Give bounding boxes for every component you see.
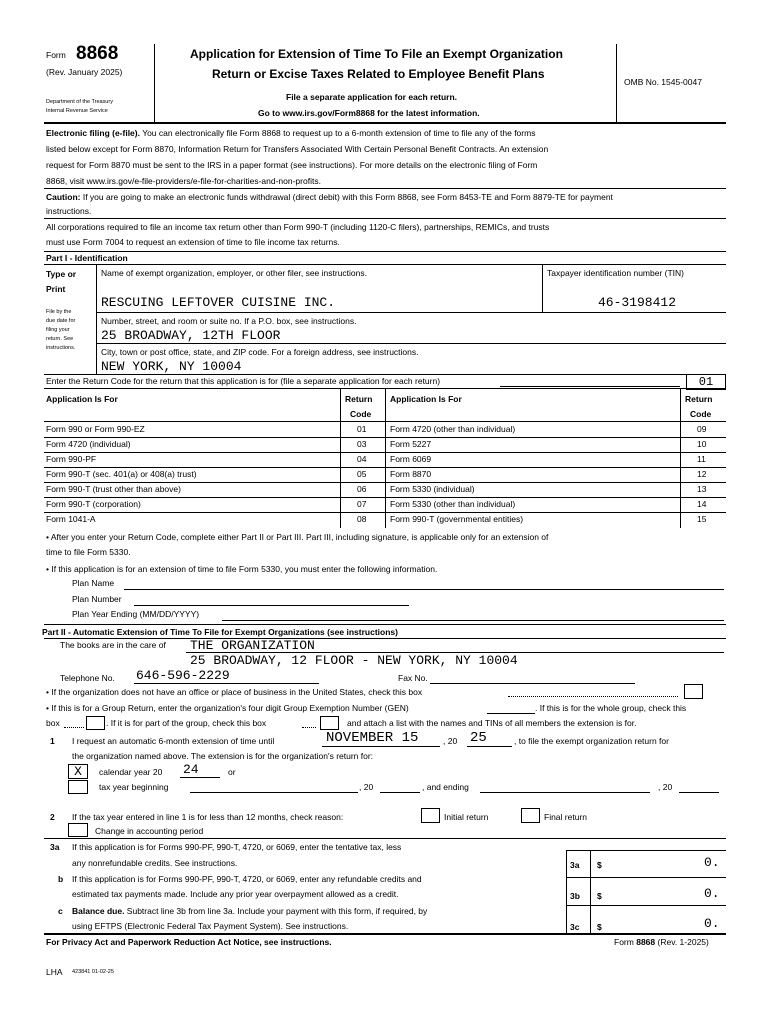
- tax-end-year-field[interactable]: [679, 792, 719, 793]
- code-table-code-right: 09: [697, 424, 707, 434]
- app-is-for-header-left: Application Is For: [46, 394, 118, 404]
- line3b-number: b: [58, 874, 64, 884]
- org-name-field[interactable]: RESCUING LEFTOVER CUISINE INC.: [101, 295, 336, 310]
- tax-begin-year-field[interactable]: [380, 792, 420, 793]
- calendar-year-label: calendar year 20: [99, 767, 163, 777]
- line3a-text-2: any nonrefundable credits. See instructions.: [72, 858, 238, 868]
- form-code: 423841 01-02-25: [72, 969, 114, 975]
- code-table-form-left: Form 990 or Form 990-EZ: [46, 424, 145, 434]
- city-field[interactable]: NEW YORK, NY 10004: [101, 359, 242, 374]
- file-note-line: File by the: [46, 309, 72, 315]
- line3b-box-label: 3b: [570, 891, 580, 901]
- line3c-number: c: [58, 906, 63, 916]
- line3a-number: 3a: [50, 842, 60, 852]
- line1-text: I request an automatic 6-month extension of time until: [72, 736, 275, 746]
- change-period-checkbox[interactable]: [68, 823, 88, 837]
- code-table-form-right: Form 8870: [390, 469, 432, 479]
- change-period-label: Change in accounting period: [95, 826, 204, 836]
- line3c-text-2: using EFTPS (Electronic Federal Tax Payment System). See instructions.: [72, 921, 349, 931]
- tax-end-field[interactable]: [480, 792, 650, 793]
- gen-field[interactable]: [487, 713, 535, 714]
- books-care-name[interactable]: THE ORGANIZATION: [190, 638, 315, 653]
- privacy-notice: For Privacy Act and Paperwork Reduction Act Notice, see instructions.: [46, 937, 332, 947]
- line3a-text: If this application is for Forms 990-PF, 990-T, 4720, or 6069, enter the tentative tax, less: [72, 842, 402, 852]
- efile-text: You can electronically file Form 8868 to request up to a 6-month extension of time to file any of the forms: [139, 128, 536, 138]
- line2-number: 2: [50, 812, 55, 822]
- code-table-code-left: 04: [357, 454, 367, 464]
- code-table-form-right: Form 6069: [390, 454, 432, 464]
- form-title-line2: Return or Excise Taxes Related to Employee Benefit Plans: [212, 67, 545, 81]
- tax-year-label: tax year beginning: [99, 782, 169, 792]
- revision-date: (Rev. January 2025): [46, 67, 123, 77]
- plan-name-field[interactable]: [124, 589, 724, 590]
- line3b-amount[interactable]: 0.: [704, 886, 720, 901]
- return-code-field[interactable]: 01: [686, 374, 726, 390]
- code-table-form-left: Form 990-T (trust other than above): [46, 484, 181, 494]
- form-title-line1: Application for Extension of Time To File an Exempt Organization: [190, 47, 563, 61]
- separate-application-note: File a separate application for each return.: [286, 92, 457, 102]
- dollar-sign: $: [597, 891, 602, 901]
- return-code-label: Enter the Return Code for the return that this application is for (file a separate application for each return): [46, 376, 441, 386]
- fax-field[interactable]: [430, 683, 635, 684]
- table-row-divider: [44, 467, 726, 468]
- part-group-checkbox[interactable]: [320, 716, 339, 730]
- code-table-code-left: 01: [357, 424, 367, 434]
- code-table-code-right: 11: [697, 454, 706, 464]
- fax-label: Fax No.: [398, 673, 428, 683]
- file-note-line: return. See: [46, 336, 74, 342]
- form-word: Form: [46, 50, 66, 60]
- code-table-code-left: 07: [357, 499, 367, 509]
- final-return-checkbox[interactable]: [521, 808, 540, 823]
- attach-list-text: and attach a list with the names and TINs of all members the extension is for.: [347, 718, 637, 728]
- line3b-text-2: estimated tax payments made. Include any prior year overpayment allowed as a credit.: [72, 889, 399, 899]
- app-is-for-header-right: Application Is For: [390, 394, 462, 404]
- caution-text: If you are going to make an electronic funds withdrawal (direct debit) with this Form 8868, see Form 8453-TE and Form 8879-TE for payment: [80, 192, 613, 202]
- part2-title: Part II - Automatic Extension of Time To File for Exempt Organizations (see instructions): [42, 627, 398, 637]
- footer-form-word: Form: [614, 937, 634, 947]
- tin-label: Taxpayer identification number (TIN): [547, 268, 685, 278]
- plan-number-label: Plan Number: [72, 594, 122, 604]
- line1-comma-20: , 20: [443, 736, 458, 746]
- initial-return-label: Initial return: [444, 812, 489, 822]
- telephone-field[interactable]: 646-596-2229: [136, 668, 230, 683]
- table-row-divider: [44, 482, 726, 483]
- part-group-text: . If it is for part of the group, check this box: [106, 718, 267, 728]
- whole-group-text: . If this is for the whole group, check this: [535, 703, 687, 713]
- tax-end-20: , 20: [658, 782, 673, 792]
- tin-field[interactable]: 46-3198412: [598, 295, 677, 310]
- code-table-code-right: 10: [697, 439, 707, 449]
- no-us-office-text: • If the organization does not have an office or place of business in the United States, check this box: [46, 687, 423, 697]
- plan-name-label: Plan Name: [72, 578, 115, 588]
- code-table-form-right: Form 4720 (other than individual): [390, 424, 516, 434]
- line3a-amount[interactable]: 0.: [704, 855, 720, 870]
- file-note-line: filing your: [46, 327, 70, 333]
- balance-due-label: Balance due.: [72, 906, 125, 916]
- line1-tail: , to file the exempt organization return for: [514, 736, 669, 746]
- code-table-form-left: Form 990-PF: [46, 454, 97, 464]
- file-note-line: instructions.: [46, 345, 76, 351]
- table-row-divider: [44, 497, 726, 498]
- return-header-left: Return: [345, 394, 373, 404]
- books-care-label: The books are in the care of: [60, 640, 166, 650]
- tax-ending-label: , and ending: [422, 782, 469, 792]
- or-label: or: [228, 767, 236, 777]
- street-label: Number, street, and room or suite no. If a P.O. box, see instructions.: [101, 316, 357, 326]
- code-header-left: Code: [350, 409, 372, 419]
- lha-label: LHA: [46, 967, 63, 977]
- books-care-address[interactable]: 25 BROADWAY, 12 FLOOR - NEW YORK, NY 10004: [190, 653, 518, 668]
- code-table-form-left: Form 1041-A: [46, 514, 96, 524]
- part1-title: Part I - Identification: [46, 253, 128, 263]
- code-table-code-left: 06: [357, 484, 367, 494]
- table-row-divider: [44, 437, 726, 438]
- footer-form-number: 8868: [636, 937, 656, 947]
- form-number: 8868: [76, 43, 119, 64]
- corporations-note: All corporations required to file an income tax return other than Form 990-T (including 1120-C filers), partnerships, REMICs, and trusts: [46, 222, 550, 232]
- code-table-form-right: Form 5330 (individual): [390, 484, 475, 494]
- tax-begin-field[interactable]: [190, 792, 358, 793]
- return-code-bullet-2: time to file Form 5330.: [46, 547, 131, 557]
- dollar-sign: $: [597, 860, 602, 870]
- code-table-form-right: Form 5330 (other than individual): [390, 499, 516, 509]
- calendar-year-checkbox[interactable]: X: [68, 764, 88, 779]
- table-row-divider: [44, 452, 726, 453]
- code-table-code-left: 03: [357, 439, 367, 449]
- latest-info-link: Go to www.irs.gov/Form8868 for the latest information.: [258, 108, 480, 118]
- line3c-amount[interactable]: 0.: [704, 916, 720, 931]
- footer-revision: (Rev. 1-2025): [657, 937, 709, 947]
- code-table-form-right: Form 5227: [390, 439, 432, 449]
- plan-year-field[interactable]: [222, 620, 724, 621]
- code-table-code-right: 12: [697, 469, 707, 479]
- print-label: Print: [46, 284, 66, 294]
- plan-year-label: Plan Year Ending (MM/DD/YYYY): [72, 609, 200, 619]
- code-header-right: Code: [690, 409, 712, 419]
- extension-year[interactable]: 25: [470, 730, 487, 746]
- extension-month-day[interactable]: NOVEMBER 15: [326, 730, 419, 746]
- line3c-box-label: 3c: [570, 922, 580, 932]
- street-field[interactable]: 25 BROADWAY, 12TH FLOOR: [101, 328, 281, 343]
- department-label: Department of the Treasury: [46, 99, 113, 105]
- calendar-year-field[interactable]: 24: [183, 762, 199, 777]
- caution-label: Caution:: [46, 192, 81, 202]
- corporations-note-2: must use Form 7004 to request an extension of time to file income tax returns.: [46, 237, 340, 247]
- efile-text-4: 8868, visit www.irs.gov/e-file-providers/e-file-for-charities-and-non-profits.: [46, 176, 321, 186]
- line2-text: If the tax year entered in line 1 is for less than 12 months, check reason:: [72, 812, 344, 822]
- group-return-text: • If this is for a Group Return, enter the organization's four digit Group Exemption Number (GEN): [46, 703, 409, 713]
- code-table-form-left: Form 990-T (corporation): [46, 499, 141, 509]
- code-table-code-right: 14: [697, 499, 707, 509]
- form5330-bullet: • If this application is for an extension of time to file Form 5330, you must enter the following information.: [46, 564, 438, 574]
- line3a-box-label: 3a: [570, 860, 580, 870]
- line3b-text: If this application is for Forms 990-PF, 990-T, 4720, or 6069, enter any refundable credits and: [72, 874, 422, 884]
- final-return-label: Final return: [544, 812, 587, 822]
- box-word: box: [46, 718, 60, 728]
- telephone-label: Telephone No.: [60, 673, 115, 683]
- code-table-form-left: Form 4720 (individual): [46, 439, 131, 449]
- initial-return-checkbox[interactable]: [421, 808, 440, 823]
- city-label: City, town or post office, state, and ZIP code. For a foreign address, see instructions.: [101, 347, 419, 357]
- file-note-line: due date for: [46, 318, 76, 324]
- omb-number: OMB No. 1545-0047: [624, 77, 702, 87]
- return-header-right: Return: [685, 394, 713, 404]
- no-us-office-checkbox[interactable]: [684, 684, 703, 699]
- code-table-code-right: 15: [697, 514, 707, 524]
- whole-group-checkbox[interactable]: [86, 716, 105, 730]
- table-row-divider: [44, 512, 726, 513]
- efile-label: Electronic filing (e-file).: [46, 128, 140, 138]
- tax-year-checkbox[interactable]: [68, 780, 88, 794]
- return-code-bullet: • After you enter your Return Code, complete either Part II or Part III. Part III, including signature, is applicable only for an extension of: [46, 532, 549, 542]
- caution-text-2: instructions.: [46, 206, 92, 216]
- efile-text-3: request for Form 8870 must be sent to the IRS in a paper format (see instructions). For more details on the electronic filing of Form: [46, 160, 538, 170]
- dollar-sign: $: [597, 922, 602, 932]
- type-or-label: Type or: [46, 269, 77, 279]
- line1-text-2: the organization named above. The extension is for the organization's return for:: [72, 751, 374, 761]
- line1-number: 1: [50, 736, 55, 746]
- code-table-code-left: 05: [357, 469, 367, 479]
- code-table-code-left: 08: [357, 514, 367, 524]
- tax-begin-20: , 20: [359, 782, 374, 792]
- code-table-form-right: Form 990-T (governmental entities): [390, 514, 524, 524]
- code-table-form-left: Form 990-T (sec. 401(a) or 408(a) trust): [46, 469, 197, 479]
- org-name-label: Name of exempt organization, employer, or other filer, see instructions.: [101, 268, 367, 278]
- line3c-text: Subtract line 3b from line 3a. Include your payment with this form, if required, by: [124, 906, 428, 916]
- code-table-code-right: 13: [697, 484, 707, 494]
- irs-label: Internal Revenue Service: [46, 108, 108, 114]
- efile-text-2: listed below except for Form 8870, Information Return for Transfers Associated With Certain Personal Benefit Contracts. An extension: [46, 144, 549, 154]
- plan-number-field[interactable]: [134, 605, 409, 606]
